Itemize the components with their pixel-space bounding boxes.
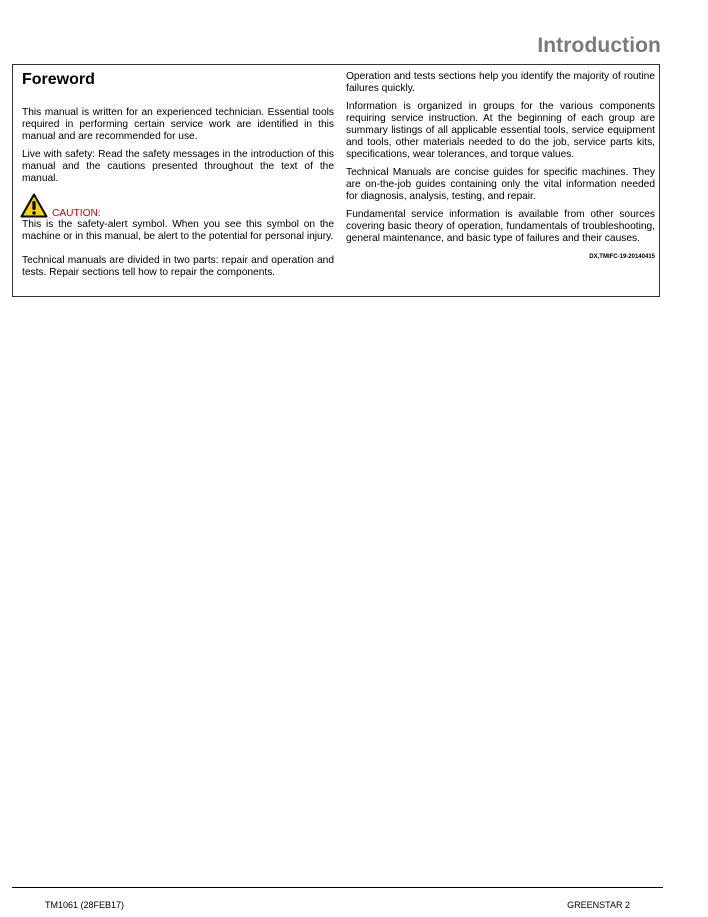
section-title: Introduction xyxy=(537,34,661,57)
safety-alert-triangle-icon xyxy=(20,193,48,218)
caution-label: CAUTION: xyxy=(52,208,101,219)
foreword-paragraph: Fundamental service information is available from other sources covering basic theory of operation, fundamentals of troubleshooting, general maintenance, and basic type of failures and their causes. xyxy=(346,209,655,244)
foreword-paragraph: This manual is written for an experienced technician. Essential tools required in performing certain service work are identified in this manual and are recommended for use. xyxy=(22,107,334,142)
caution-block xyxy=(22,193,334,219)
footer-divider xyxy=(12,887,663,888)
foreword-paragraph: Technical manuals are divided in two parts: repair and operation and tests. Repair sections tell how to repair the components. xyxy=(22,255,334,278)
foreword-paragraph: Operation and tests sections help you identify the majority of routine failures quickly. xyxy=(346,71,655,94)
foreword-left-column xyxy=(22,65,334,279)
foreword-right-column xyxy=(346,71,655,261)
foreword-paragraph: Technical Manuals are concise guides for specific machines. They are on-the-job guides containing only the vital information needed for diagnosis, analysis, testing, and repair. xyxy=(346,167,655,202)
foreword-heading: Foreword xyxy=(22,71,95,88)
footer-product-name: GREENSTAR 2 xyxy=(567,900,630,910)
foreword-box xyxy=(12,64,660,297)
foreword-paragraph: Information is organized in groups for the various components requiring service instruction. At the beginning of each group are summary listings of all applicable essential tools, service equipment and tools, other materials needed to do the job, service parts kits, specifications, wear tolerances, and torque values. xyxy=(346,101,655,160)
caution-text: This is the safety-alert symbol. When you see this symbol on the machine or in this manual, be alert to the potential for personal injury. xyxy=(22,219,334,242)
footer-manual-id: TM1061 (28FEB17) xyxy=(45,900,125,910)
document-id: DX,TMIFC-19-20140415 xyxy=(589,254,655,260)
foreword-paragraph: Live with safety: Read the safety messages in the introduction of this manual and the cautions presented throughout the text of the manual. xyxy=(22,149,334,184)
